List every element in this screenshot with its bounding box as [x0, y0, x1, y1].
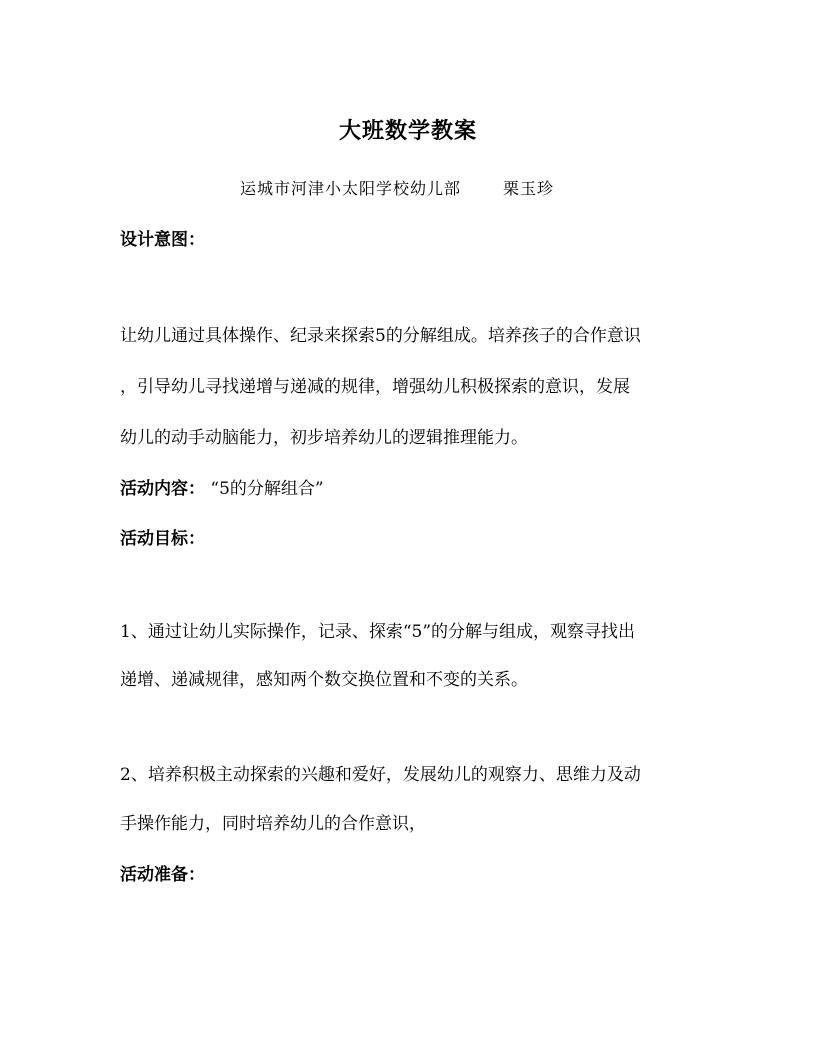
design-intent-line: 让幼儿通过具体操作、纪录来探索5的分解组成。培养孩子的合作意识 — [120, 326, 641, 346]
activity-goals-heading: 活动目标： — [120, 529, 205, 549]
byline-school: 运城市河津小太阳学校幼儿部 — [240, 179, 462, 198]
design-intent-line: ，引导幼儿寻找递增与递减的规律，增强幼儿积极探索的意识，发展 — [120, 377, 630, 397]
document-title: 大班数学教案 — [338, 118, 477, 144]
activity-content-value: “5的分解组合” — [210, 479, 324, 499]
goal-line: 手操作能力，同时培养幼儿的合作意识， — [120, 814, 426, 834]
goal-line: 递增、递减规律，感知两个数交换位置和不变的关系。 — [120, 670, 528, 690]
goal-line: 2、培养积极主动探索的兴趣和爱好，发展幼儿的观察力、思维力及动 — [120, 765, 641, 785]
activity-content-heading: 活动内容： — [120, 479, 205, 499]
goal-line: 1、通过让幼儿实际操作，记录、探索“5”的分解与组成，观察寻找出 — [120, 622, 636, 642]
activity-prep-heading: 活动准备： — [120, 865, 205, 885]
design-intent-heading: 设计意图： — [120, 230, 205, 250]
byline-author: 栗玉珍 — [503, 179, 555, 198]
activity-content — [120, 474, 324, 499]
byline — [240, 176, 554, 199]
design-intent-line: 幼儿的动手动脑能力，初步培养幼儿的逻辑推理能力。 — [120, 428, 528, 448]
